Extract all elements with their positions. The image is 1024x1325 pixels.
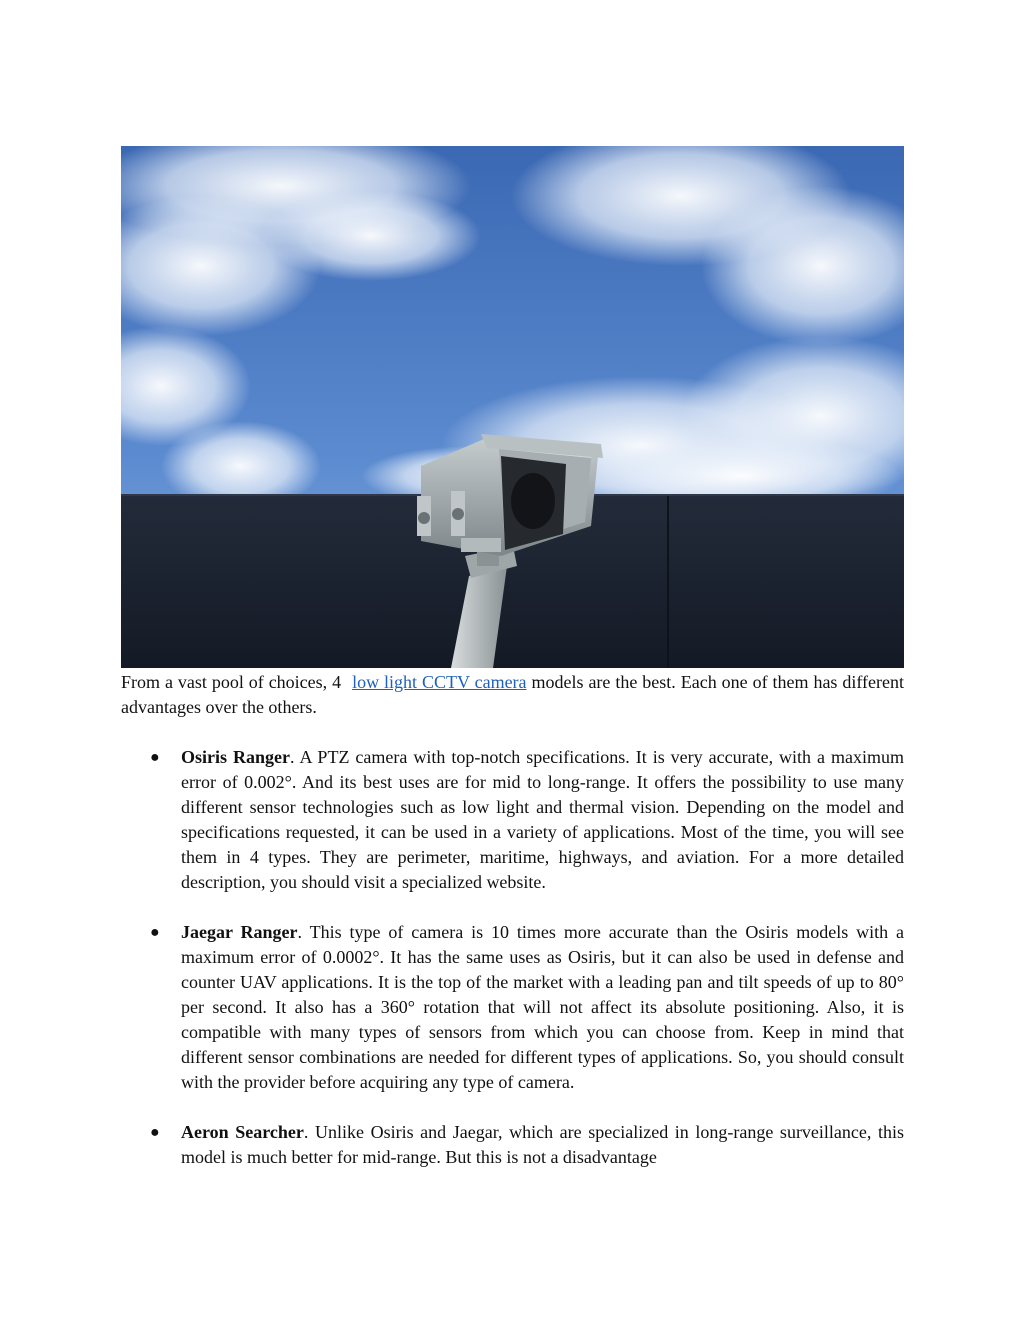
camera-models-list [121,745,904,1195]
list-item [121,1120,904,1170]
intro-text-continued: models are the best. Each one of them has different advantages over the others. [121,672,905,717]
bullet-icon: ● [150,924,160,941]
cctv-camera-photo [121,146,904,668]
bullet-icon: ● [150,749,160,766]
model-name: Osiris Ranger [181,747,290,767]
bullet-icon: ● [150,1124,160,1141]
intro-paragraph [121,670,904,720]
model-name: Jaegar Ranger [181,922,298,942]
model-description: . A PTZ camera with top-notch specifications. It is very accurate, with a maximum error of 0.002°. And its best uses are for mid to long-range. It offers the possibility to use many different sensor technologies such as low light and thermal vision. Depending on the model and specifications requested, it can be used in a variety of applications. Most of the time, you will see them in 4 types. They are perimeter, maritime, highways, and aviation. For a more detailed description, you should visit a specialized website. [181,747,904,892]
model-name: Aeron Searcher [181,1122,304,1142]
intro-text: From a vast pool of choices, 4 [121,672,342,692]
low-light-cctv-link[interactable]: low light CCTV camera [352,672,527,692]
model-description: . This type of camera is 10 times more accurate than the Osiris models with a maximum error of 0.0002°. It has the same uses as Osiris, but it can also be used in defense and counter UAV applications. It is the top of the market with a leading pan and tilt speeds of up to 80° per second. It also has a 360° rotation that will not affect its absolute positioning. Also, it is compatible with many types of sensors from which you can choose from. Keep in mind that different sensor combinations are needed for different types of applications. So, you should consult with the provider before acquiring any type of camera. [181,922,904,1092]
list-item [121,745,904,895]
model-description: . Unlike Osiris and Jaegar, which are specialized in long-range surveillance, this model is much better for mid-range. But this is not a disadvantage [181,1122,904,1167]
list-item [121,920,904,1095]
